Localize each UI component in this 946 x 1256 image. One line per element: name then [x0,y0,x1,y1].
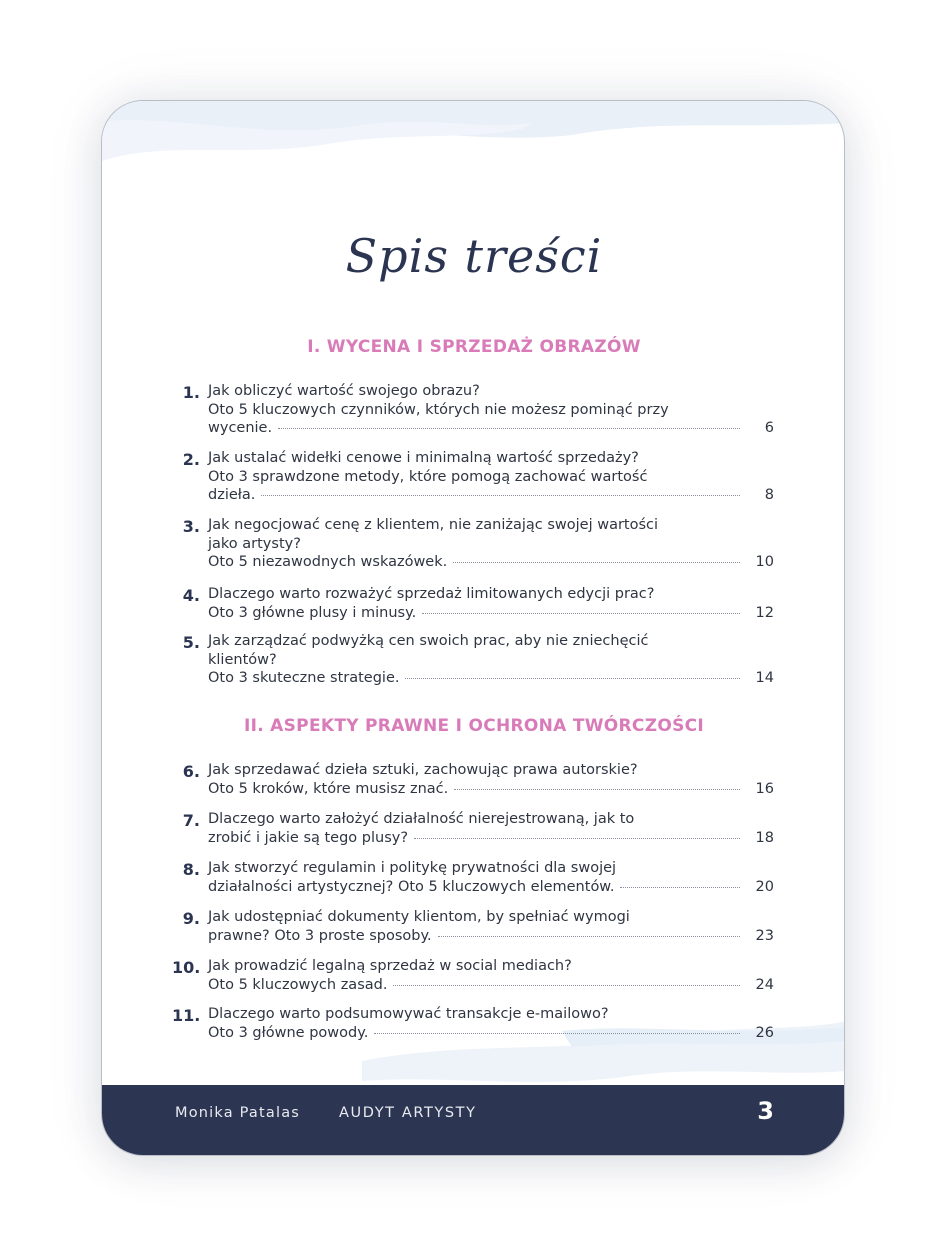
page-title: Spis treści [345,229,603,283]
toc-entry-number: 11. [172,1006,201,1025]
toc-entry-line: dzieła. [208,487,256,503]
toc-entry-number: 1. [182,383,200,402]
page-number: 3 [757,1097,774,1125]
toc-entry-page-number: 24 [755,976,774,993]
toc-entry-line: prawne? Oto 3 proste sposoby. [208,927,432,944]
toc-entry-line: Oto 5 kroków, które musisz znać. [208,780,449,797]
toc-entry-number: 9. [182,909,200,928]
toc-entry[interactable] [172,632,774,688]
toc-entry[interactable] [172,761,774,798]
toc-entry-number: 10. [172,958,201,977]
toc-entry-text [208,632,744,688]
dotted-leader [405,678,740,679]
toc-entry-line: Jak udostępniać dokumenty klientom, by spełniać wymogi [208,909,630,925]
toc-entry[interactable] [172,382,774,438]
section-heading: I. WYCENA I SPRZEDAŻ OBRAZÓW [307,337,641,357]
toc-entry-text [208,1005,744,1042]
toc-entry-number: 4. [182,586,200,605]
toc-entry-line: wycenie. [208,420,273,436]
toc-entry-page-number: 12 [755,604,774,621]
toc-entry-text [208,449,744,505]
toc-entry-page-number: 14 [755,670,774,686]
toc-entry-text [208,585,744,622]
toc-entry-number: 8. [182,860,200,879]
toc-entry-line: Jak zarządzać podwyżką cen swoich prac, aby nie zniechęcić [208,633,649,649]
dotted-leader [414,838,740,839]
toc-entry-line: Oto 3 sprawdzone metody, które pomogą zachować wartość [208,468,648,485]
footer-product-name: AUDYT ARTYSTY [339,1105,477,1121]
toc-entry-page-number: 10 [755,554,774,570]
dotted-leader [454,789,740,790]
dotted-leader [374,1033,740,1034]
toc-entry-number: 5. [182,633,200,652]
toc-entry[interactable] [172,957,774,994]
toc-entry-number: 7. [182,811,200,830]
toc-entry[interactable] [172,1005,774,1042]
toc-entry[interactable] [172,908,774,945]
toc-entry[interactable] [172,449,774,505]
toc-entry-line: Oto 3 główne powody. [208,1024,369,1041]
footer-author: Monika Patalas [175,1105,301,1121]
toc-entry-text [208,761,744,798]
toc-entry-line: Jak sprzedawać dzieła sztuki, zachowując prawa autorskie? [208,762,638,778]
toc-entry-page-number: 20 [755,878,774,895]
toc-entry-line: zrobić i jakie są tego plusy? [208,829,409,846]
toc-entry-text [208,516,744,572]
dotted-leader [278,428,740,429]
toc-entry-line: Dlaczego warto podsumowywać transakcje e-mailowo? [208,1006,609,1022]
toc-entry-page-number: 18 [755,829,774,846]
toc-entry-text [208,859,744,896]
toc-entry-number: 6. [182,762,200,781]
toc-entry-text [208,957,744,994]
toc-entry-line: Oto 5 niezawodnych wskazówek. [208,554,448,570]
toc-entry-line: Jak stworzyć regulamin i politykę prywatności dla swojej [208,860,617,876]
toc-entry-line: Oto 5 kluczowych zasad. [208,976,388,993]
dotted-leader [393,985,740,986]
toc-entry-line: Dlaczego warto rozważyć sprzedaż limitowanych edycji prac? [208,586,655,602]
toc-entry-text [208,382,744,438]
toc-entry-page-number: 23 [755,927,774,944]
toc-entry-line: Oto 3 główne plusy i minusy. [208,604,417,621]
toc-entry-page-number: 16 [755,780,774,797]
document-page [101,100,845,1156]
toc-entry[interactable] [172,516,774,572]
toc-entry-line: Oto 3 skuteczne strategie. [208,670,400,686]
toc-entry-line: Jak obliczyć wartość swojego obrazu? [208,383,480,399]
toc-entry[interactable] [172,810,774,847]
toc-entry[interactable] [172,859,774,896]
toc-entry-page-number: 26 [755,1024,774,1041]
toc-entry-line: Dlaczego warto założyć działalność nierejestrowaną, jak to [208,811,635,827]
section-heading: II. ASPEKTY PRAWNE I OCHRONA TWÓRCZOŚCI [243,716,705,736]
toc-entry-page-number: 8 [764,487,774,503]
toc-entry-text [208,810,744,847]
footer-bar [102,1085,845,1156]
toc-entry-line: jako artysty? [208,535,301,552]
toc-entry-line: Jak prowadzić legalną sprzedaż w social mediach? [208,958,572,974]
toc-entry-line: działalności artystycznej? Oto 5 kluczowych elementów. [208,878,615,895]
toc-entry-text [208,908,744,945]
dotted-leader [422,613,740,614]
toc-entry-line: klientów? [208,651,277,668]
toc-entry-line: Oto 5 kluczowych czynników, których nie możesz pominąć przy [208,401,669,418]
dotted-leader [438,936,740,937]
dotted-leader [261,495,740,496]
toc-entry-line: Jak ustalać widełki cenowe i minimalną wartość sprzedaży? [208,450,639,466]
dotted-leader [453,562,740,563]
toc-entry-number: 2. [182,450,200,469]
toc-entry[interactable] [172,585,774,622]
toc-entry-line: Jak negocjować cenę z klientem, nie zaniżając swojej wartości [208,517,659,533]
toc-entry-number: 3. [182,517,200,536]
toc-entry-page-number: 6 [764,420,774,436]
dotted-leader [620,887,740,888]
